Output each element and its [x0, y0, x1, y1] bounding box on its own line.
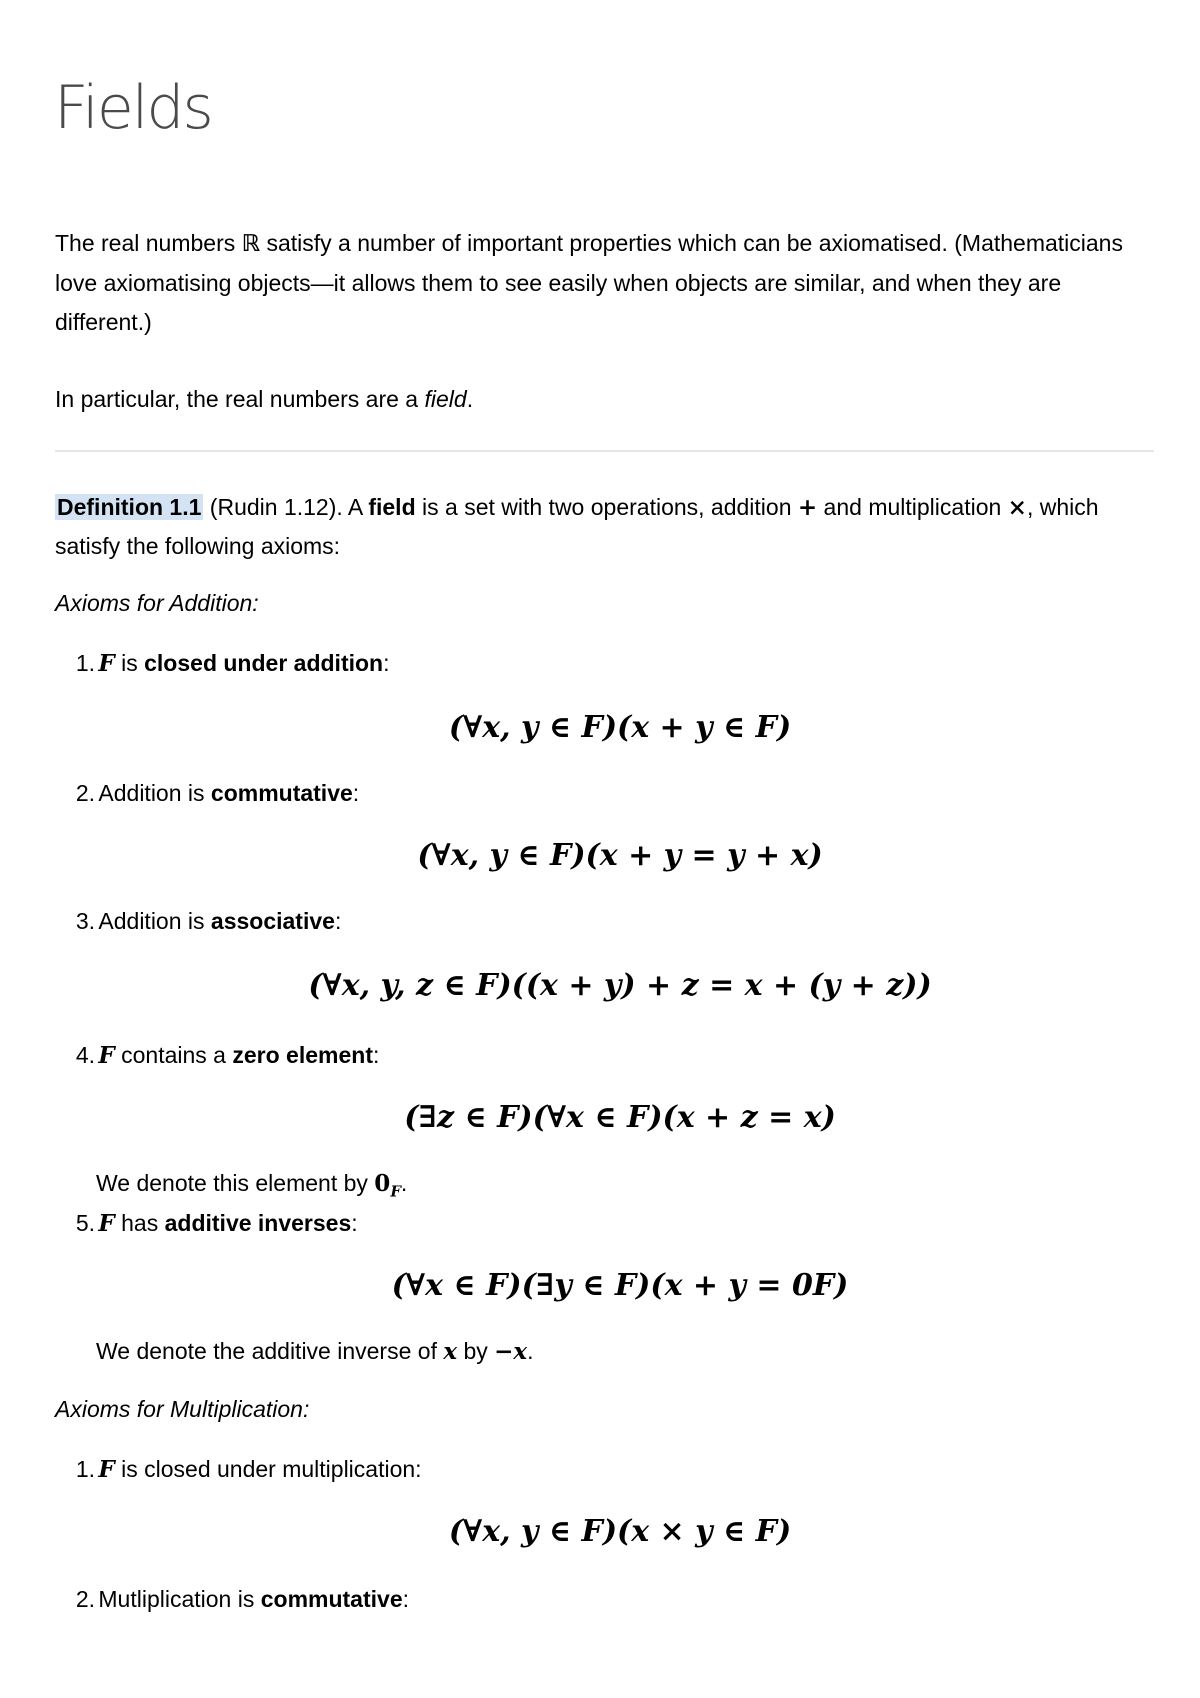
list-number: 5. [75, 1210, 95, 1236]
definition-label[interactable]: Definition 1.1 [57, 494, 202, 520]
item-punct: : [383, 650, 390, 676]
item-bold-term: closed under addition [144, 650, 384, 676]
field-statement-text: In particular, the real numbers are a [55, 386, 425, 412]
page-title: Fields [54, 73, 212, 143]
zero-element-note [96, 1168, 407, 1207]
item-text: contains a [114, 1042, 233, 1068]
item-text: Addition is [98, 908, 211, 934]
list-item [55, 906, 1154, 936]
list-number: 3. [75, 908, 95, 934]
item-bold-term: additive inverses [164, 1210, 352, 1236]
definition-text-c: , which satisfy the following axioms: [55, 494, 1099, 559]
item-text: is closed under multiplication: [114, 1456, 422, 1482]
list-item [55, 1454, 1154, 1485]
list-item [55, 1584, 1154, 1614]
formula-zero-element: (∃z ∈ F)(∀x ∈ F)(x + z = x) [404, 1100, 836, 1135]
definition-text-a: is a set with two operations, addition [415, 494, 798, 520]
list-item [55, 648, 1154, 679]
formula-commutative: (∀x, y ∈ F)(x + y = y + x) [417, 838, 823, 873]
item-punct: : [402, 1586, 409, 1612]
item-bold-term: zero element [232, 1042, 373, 1068]
item-text: has [114, 1210, 165, 1236]
definition-field-word: field [368, 494, 416, 520]
intro-text-cont: satisfy a number of important properties which can be axiomatised. (Mathematicians love axiomatising objects—it allows them to see easily when objects are similar, and when they are different.) [55, 230, 1123, 335]
reals-symbol: ℝ [241, 231, 261, 257]
definition-text-b: and multiplication [817, 494, 1008, 520]
field-symbol: F [98, 1042, 115, 1069]
plus-symbol: + [797, 494, 818, 521]
addition-axioms-heading: Axioms for Addition: [55, 590, 259, 616]
item-punct: : [351, 1210, 358, 1236]
note-text: We denote the additive inverse of [96, 1338, 444, 1364]
list-number: 1. [75, 1456, 95, 1482]
note-punct: . [400, 1170, 408, 1196]
formula-closed-multiplication: (∀x, y ∈ F)(x × y ∈ F) [448, 1514, 792, 1549]
item-punct: : [352, 780, 360, 806]
item-text: Addition is [98, 780, 211, 806]
item-bold-term: commutative [210, 780, 353, 806]
times-symbol: × [1007, 494, 1027, 521]
list-number: 2. [75, 780, 95, 806]
additive-inverse-note [96, 1336, 534, 1367]
field-statement [55, 380, 1154, 419]
item-text: Mutliplication is [98, 1586, 261, 1612]
definition-paragraph [55, 488, 1154, 566]
note-punct: . [527, 1338, 534, 1364]
field-term-italic: field [424, 386, 467, 412]
neg-x-symbol: −x [494, 1338, 528, 1365]
item-text: is [114, 650, 145, 676]
section-divider [55, 450, 1154, 452]
zero-subscript: F [390, 1182, 401, 1201]
formula-additive-inverse: (∀x ∈ F)(∃y ∈ F)(x + y = 0F) [391, 1268, 849, 1303]
zero-symbol: 0 [374, 1170, 391, 1197]
field-statement-end: . [466, 386, 474, 412]
list-number: 4. [75, 1042, 95, 1068]
formula-closed-addition: (∀x, y ∈ F)(x + y ∈ F) [448, 710, 792, 745]
intro-paragraph [55, 224, 1154, 342]
field-symbol: F [98, 1210, 115, 1237]
x-symbol: x [443, 1338, 458, 1365]
formula-associative: (∀x, y, z ∈ F)((x + y) + z = x + (y + z)) [308, 968, 932, 1003]
list-number: 1. [75, 650, 95, 676]
item-punct: : [334, 908, 342, 934]
intro-text: The real numbers [55, 230, 242, 256]
list-item [55, 1040, 1154, 1071]
field-symbol: F [98, 650, 115, 677]
list-item [55, 778, 1154, 808]
note-text: We denote this element by [96, 1170, 375, 1196]
list-item [55, 1208, 1154, 1239]
list-number: 2. [75, 1586, 95, 1612]
definition-ref: (Rudin 1.12). A [203, 494, 369, 520]
item-punct: : [372, 1042, 380, 1068]
field-symbol: F [98, 1456, 115, 1483]
item-bold-term: associative [210, 908, 335, 934]
note-text-cont: by [457, 1338, 495, 1364]
item-bold-term: commutative [260, 1586, 403, 1612]
multiplication-axioms-heading: Axioms for Multiplication: [55, 1396, 310, 1422]
